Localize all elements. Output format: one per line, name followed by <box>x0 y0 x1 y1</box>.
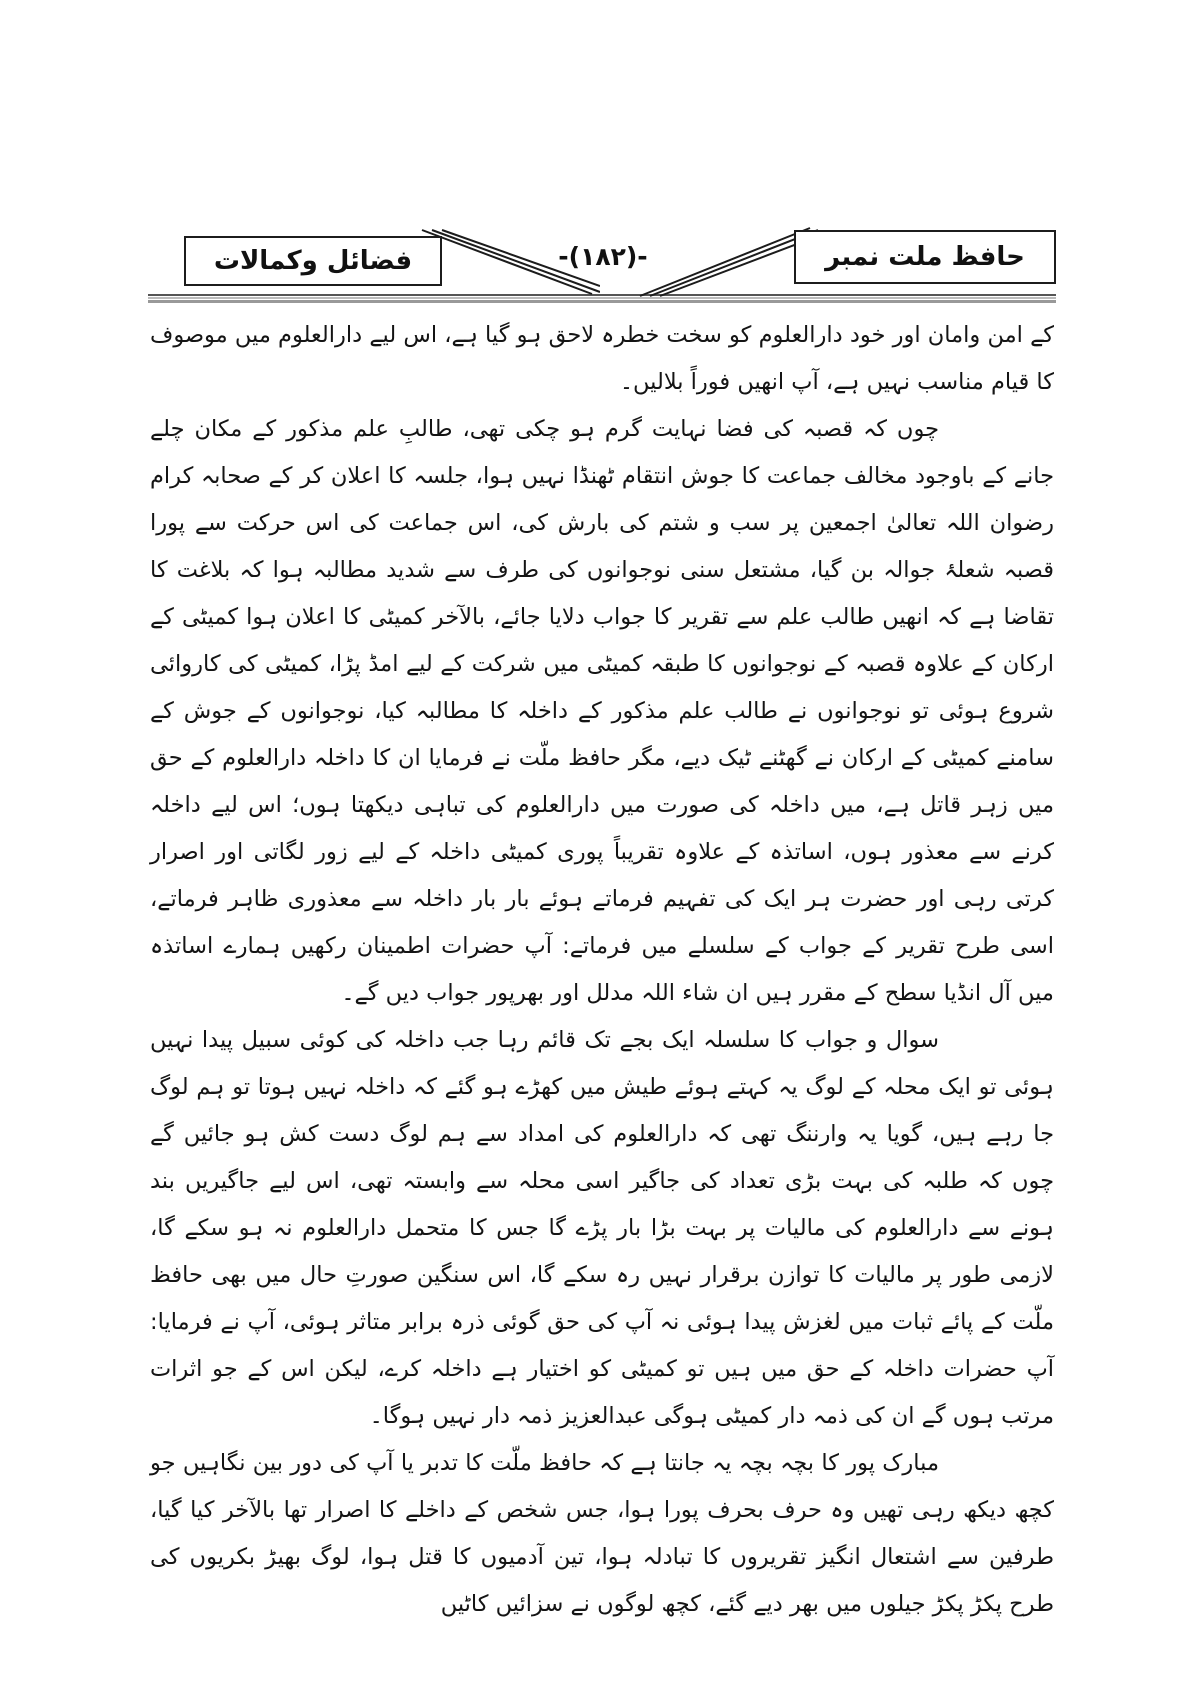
header-rule <box>148 294 1056 303</box>
header-right-title-box <box>794 230 1056 284</box>
body-text <box>150 312 1054 1628</box>
page-header <box>150 226 1056 290</box>
diagonal-lines-ornament-right <box>638 222 818 298</box>
paragraph-2: چوں کہ قصبہ کی فضا نہایت گرم ہو چکی تھی، طالبِ علم مذکور کے مکان چلے جانے کے باوجود مخالف جماعت کا جوش انتقام ٹھنڈا نہیں ہوا، جلسہ کا اعلان کر کے صحابہ کرام رضوان اللہ تعالیٰ اجمعین پر سب و شتم کی بارش کی، اس جماعت کی اس حرکت سے پورا قصبہ شعلۂ جوالہ بن گیا، مشتعل سنی نوجوانوں کی طرف سے شدید مطالبہ ہوا کہ بلاغت کا تقاضا ہے کہ انھیں طالب علم سے تقریر کا جواب دلایا جائے، بالآخر کمیٹی کا اعلان ہوا کمیٹی کے ارکان کے علاوہ قصبہ کے نوجوانوں کا طبقہ کمیٹی میں شرکت کے لیے امڈ پڑا، کمیٹی کی کاروائی شروع ہوئی تو نوجوانوں نے طالب علم مذکور کے داخلہ کا مطالبہ کیا، نوجوانوں کے جوش کے سامنے کمیٹی کے ارکان نے گھٹنے ٹیک دیے، مگر حافظ ملّت نے فرمایا ان کا داخلہ دارالعلوم کے حق میں زہر قاتل ہے، میں داخلہ کی صورت میں دارالعلوم کی تباہی دیکھتا ہوں؛ اس لیے داخلہ کرنے سے معذور ہوں، اساتذہ کے علاوہ تقریباً پوری کمیٹی داخلہ کے لیے زور لگاتی اور اصرار کرتی رہی اور حضرت ہر ایک کی تفہیم فرماتے ہوئے بار بار داخلہ سے معذوری ظاہر فرماتے، اسی طرح تقریر کے جواب کے سلسلے میں فرماتے: آپ حضرات اطمینان رکھیں ہمارے اساتذہ میں آل انڈیا سطح کے مقرر ہیں ان شاء اللہ مدلل اور بھرپور جواب دیں گے۔ <box>150 416 1054 1006</box>
paragraph-3: سوال و جواب کا سلسلہ ایک بجے تک قائم رہا جب داخلہ کی کوئی سبیل پیدا نہیں ہوئی تو ایک محلہ کے لوگ یہ کہتے ہوئے طیش میں کھڑے ہو گئے کہ داخلہ نہیں ہوتا تو ہم لوگ جا رہے ہیں، گویا یہ وارننگ تھی کہ دارالعلوم کی امداد سے ہم لوگ دست کش ہو جائیں گے چوں کہ طلبہ کی بہت بڑی تعداد کی جاگیر اسی محلہ سے وابستہ تھی، اس لیے جاگیریں بند ہونے سے دارالعلوم کی مالیات پر بہت بڑا بار پڑے گا جس کا متحمل دارالعلوم نہ ہو سکے گا، لازمی طور پر مالیات کا توازن برقرار نہیں رہ سکے گا، اس سنگین صورتِ حال میں بھی حافظ ملّت کے پائے ثبات میں لغزش پیدا ہوئی نہ آپ کی حق گوئی ذرہ برابر متاثر ہوئی، آپ نے فرمایا: آپ حضرات داخلہ کے حق میں ہیں تو کمیٹی کو اختیار ہے داخلہ کرے، لیکن اس کے جو اثرات مرتب ہوں گے ان کی ذمہ دار کمیٹی ہوگی عبدالعزیز ذمہ دار نہیں ہوگا۔ <box>150 1027 1054 1429</box>
diagonal-lines-ornament-left <box>420 228 600 300</box>
header-left-title-box <box>184 236 442 286</box>
paragraph-4: مبارک پور کا بچہ بچہ یہ جانتا ہے کہ حافظ ملّت کا تدبر یا آپ کی دور بین نگاہیں جو کچھ دیکھ رہی تھیں وہ حرف بحرف پورا ہوا، جس شخص کے داخلے کا اصرار تھا بالآخر کیا گیا، طرفین سے اشتعال انگیز تقریروں کا تبادلہ ہوا، تین آدمیوں کا قتل ہوا، لوگ بھیڑ بکریوں کی طرح پکڑ پکڑ جیلوں میں بھر دیے گئے، کچھ لوگوں نے سزائیں کاٹیں <box>150 1450 1054 1617</box>
page-number: -(۱۸۲)- <box>558 242 648 271</box>
paragraph-1: کے امن وامان اور خود دارالعلوم کو سخت خطرہ لاحق ہو گیا ہے، اس لیے دارالعلوم میں موصوف کا قیام مناسب نہیں ہے، آپ انھیں فوراً بلالیں۔ <box>150 322 1054 395</box>
header-right-title: حافظ ملت نمبر <box>825 242 1025 272</box>
header-rule-inner-line <box>148 297 1056 299</box>
header-left-title: فضائل وکمالات <box>213 246 413 276</box>
